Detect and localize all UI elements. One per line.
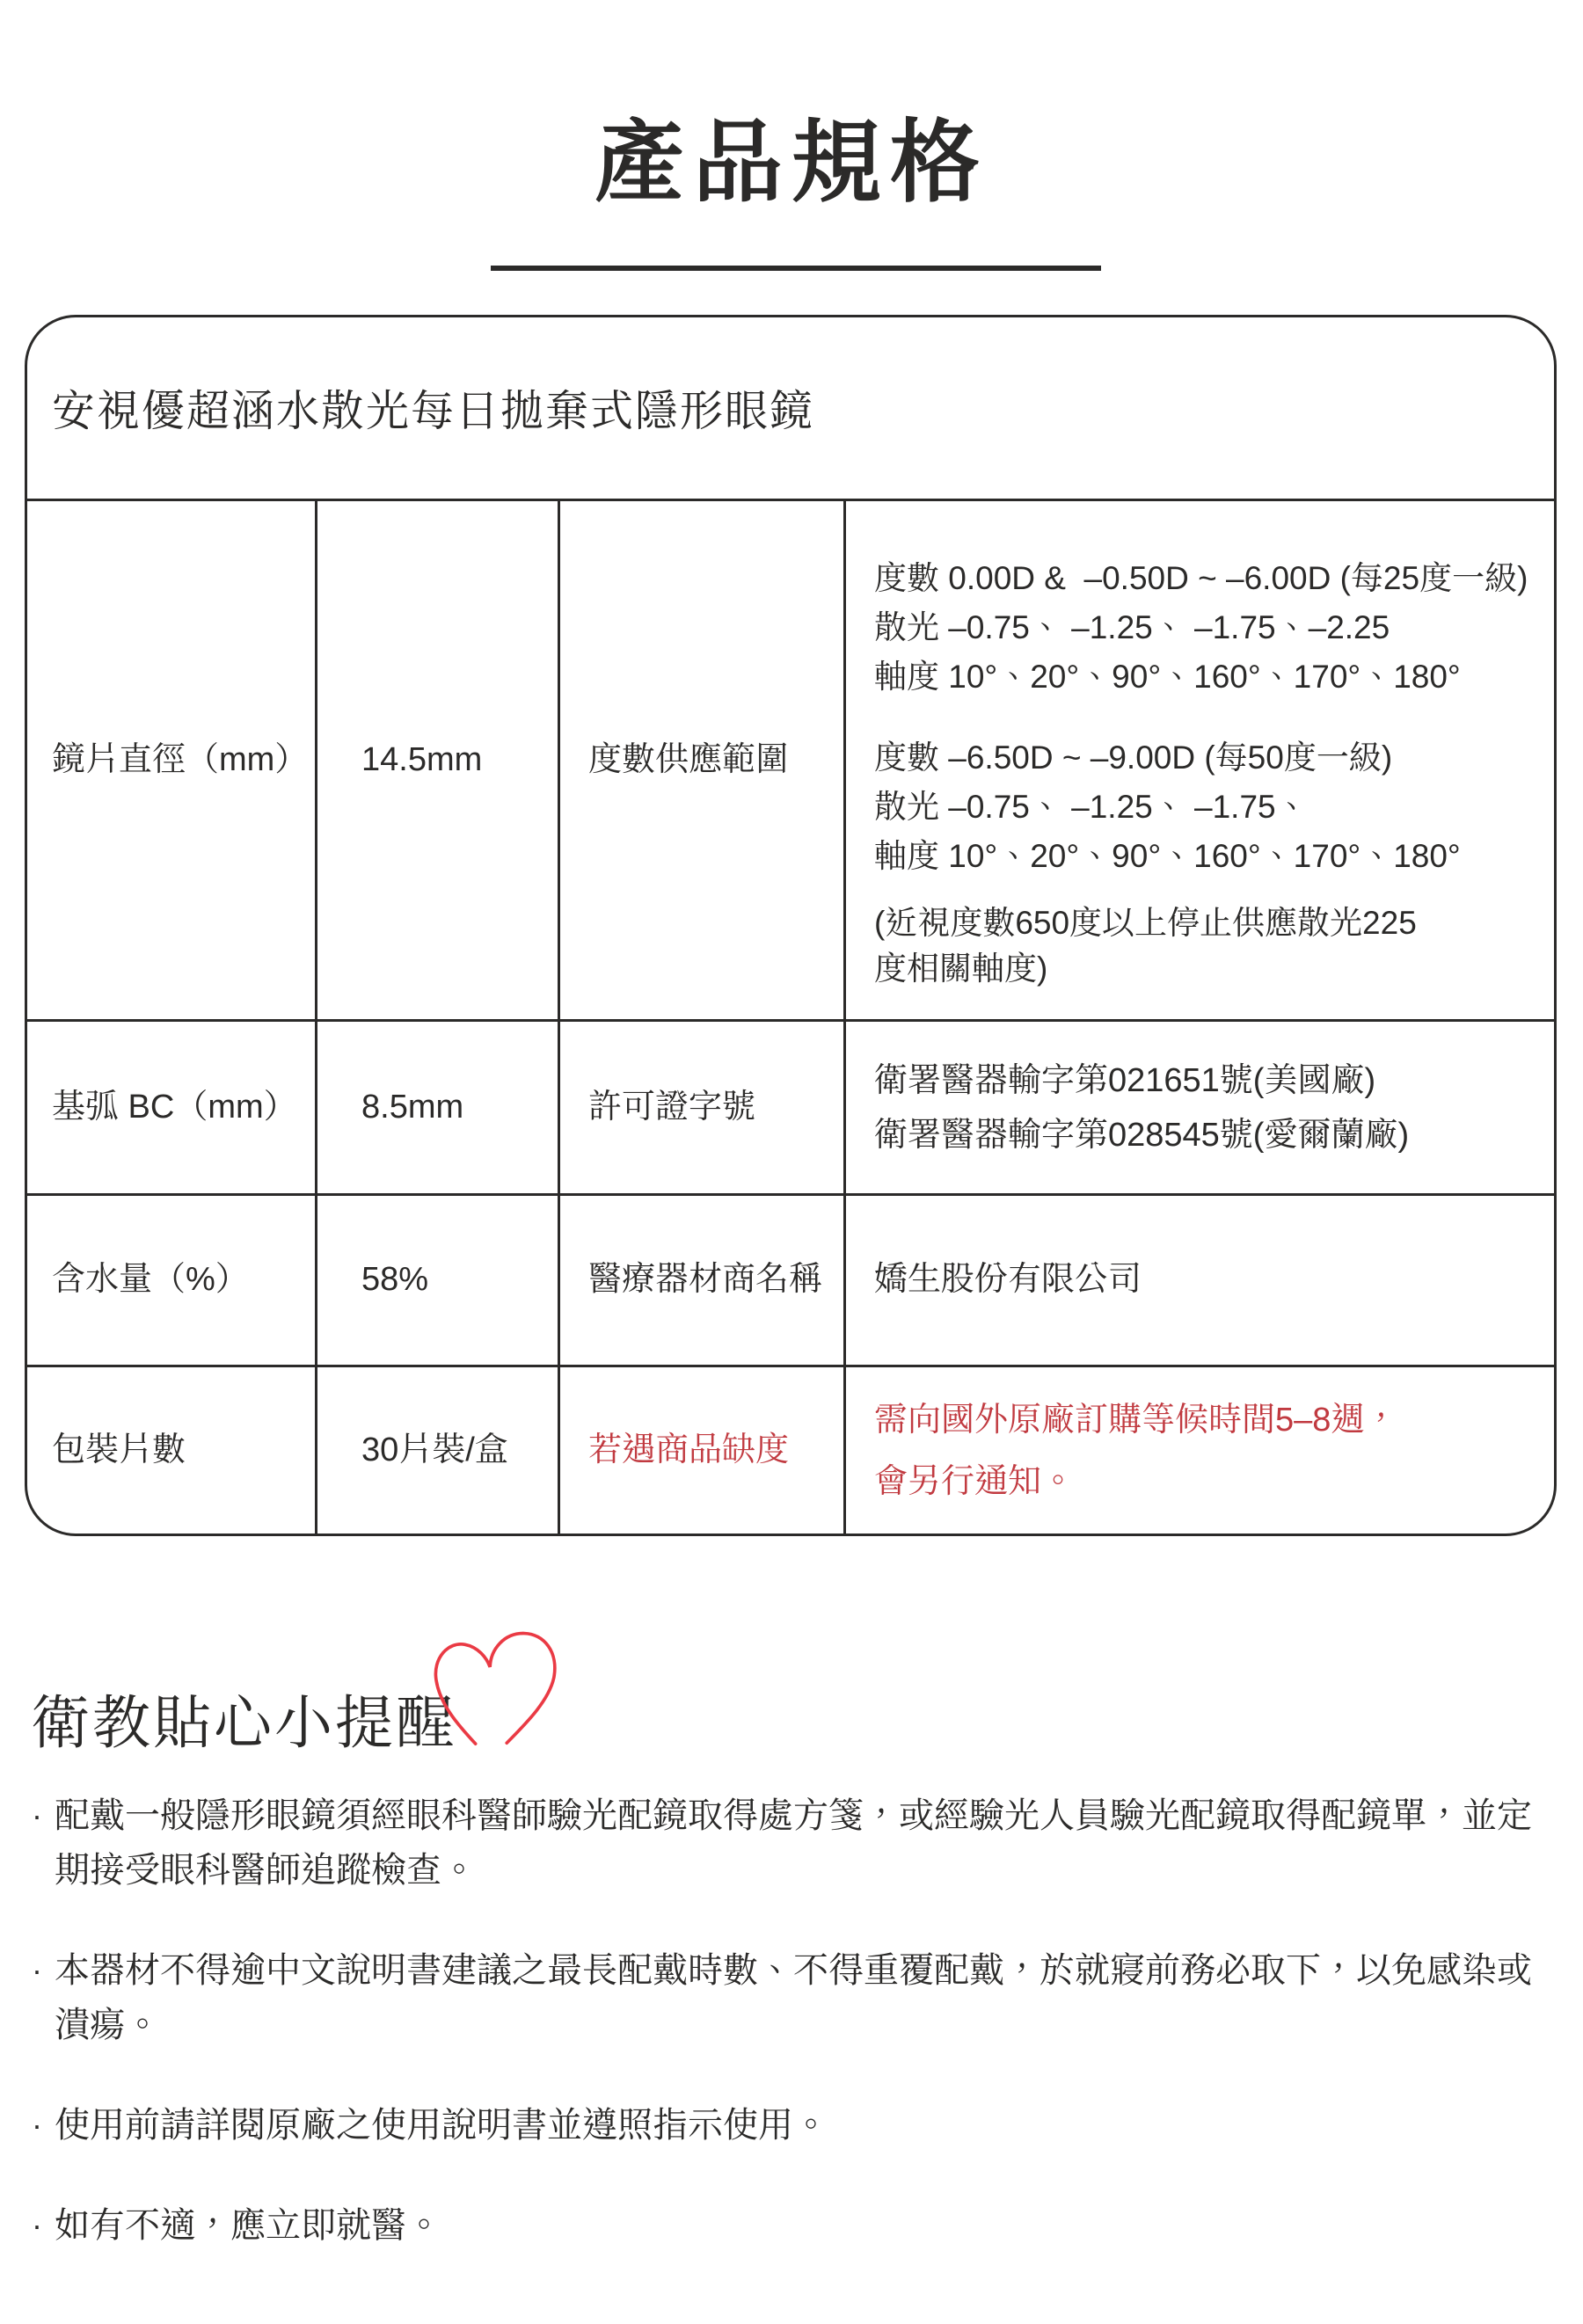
spec-table: [25, 315, 1557, 1536]
spec-value-lens-diameter: 14.5mm: [315, 499, 558, 1019]
spec-value-base-curve: 8.5mm: [315, 1019, 558, 1193]
page-title: 產品規格: [595, 113, 988, 213]
license-line: 衛署醫器輸字第028545號(愛爾蘭廠): [874, 1116, 1410, 1154]
bullet-dot: ·: [32, 1952, 42, 1988]
tip-item: [32, 2198, 1557, 2253]
out-of-stock-line: 需向國外原廠訂購等候時間5–8週，: [874, 1401, 1398, 1439]
health-tips-list: [32, 1789, 1557, 2299]
health-tips-title: 衛教貼心小提醒: [32, 1690, 456, 1755]
spec-label-lens-diameter: 鏡片直徑（mm）: [27, 499, 315, 1019]
spec-label-water-content: 含水量（%）: [27, 1193, 315, 1365]
license-line: 衛署醫器輸字第021651號(美國廠): [874, 1061, 1376, 1099]
tip-text: 本器材不得逾中文說明書建議之最長配戴時數、不得重覆配戴，於就寢前務必取下，以免感染或潰瘍。: [55, 1951, 1532, 2044]
heart-icon: [433, 1628, 570, 1753]
bullet-dot: ·: [32, 1797, 42, 1833]
tip-item: [32, 1789, 1557, 1898]
spec-label-license-number: 許可證字號: [558, 1019, 843, 1193]
spec-value-water-content: 58%: [315, 1193, 558, 1365]
spec-label-company-name: 醫療器材商名稱: [558, 1193, 843, 1365]
bullet-dot: ·: [32, 2207, 42, 2243]
tip-text: 配戴一般隱形眼鏡須經眼科醫師驗光配鏡取得處方箋，或經驗光人員驗光配鏡取得配鏡單，並定期接受眼科醫師追蹤檢查。: [55, 1796, 1532, 1890]
axis-line: 軸度 10°、20°、90°、160°、170°、180°: [874, 838, 1461, 874]
spec-label-base-curve: 基弧 BC（mm）: [27, 1019, 315, 1193]
license-lines: [874, 1053, 1409, 1162]
bullet-dot: ·: [32, 2107, 42, 2143]
out-of-stock-lines: [874, 1389, 1397, 1512]
tip-text: 使用前請詳閱原廠之使用說明書並遵照指示使用。: [55, 2106, 828, 2145]
power-range-group-1: [874, 554, 1528, 702]
power-range-group-2: [874, 733, 1461, 881]
spec-label-power-range: 度數供應範圍: [558, 499, 843, 1019]
note-line: 度相關軸度): [874, 951, 1048, 987]
tip-item: [32, 2098, 1557, 2153]
cylinder-line: 散光 –0.75、 –1.25、 –1.75、–2.25: [874, 609, 1390, 645]
spec-value-pack-quantity: 30片裝/盒: [315, 1365, 558, 1534]
product-name-cell: [27, 317, 1554, 499]
spec-value-license-number: [843, 1019, 1554, 1193]
tip-item: [32, 1943, 1557, 2052]
spec-value-out-of-stock: [843, 1365, 1554, 1534]
cylinder-line: 散光 –0.75、 –1.25、 –1.75、: [874, 789, 1309, 825]
tip-text: 如有不適，應立即就醫。: [55, 2206, 441, 2245]
spec-value-company-name: 嬌生股份有限公司: [843, 1193, 1554, 1365]
power-range-note: [874, 900, 1417, 992]
out-of-stock-line: 會另行通知。: [874, 1462, 1076, 1500]
spec-label-pack-quantity: 包裝片數: [27, 1365, 315, 1534]
power-line: 度數 –6.50D ~ –9.00D (每50度一級): [874, 739, 1393, 776]
note-line: (近視度數650度以上停止供應散光225: [874, 905, 1417, 941]
product-name: 安視優超涵水散光每日拋棄式隱形眼鏡: [52, 388, 815, 435]
spec-label-out-of-stock: 若遇商品缺度: [558, 1365, 843, 1534]
axis-line: 軸度 10°、20°、90°、160°、170°、180°: [874, 659, 1461, 695]
title-underline: [491, 266, 1101, 271]
power-line: 度數 0.00D & –0.50D ~ –6.00D (每25度一級): [874, 560, 1528, 596]
spec-value-power-range: [843, 499, 1554, 1019]
